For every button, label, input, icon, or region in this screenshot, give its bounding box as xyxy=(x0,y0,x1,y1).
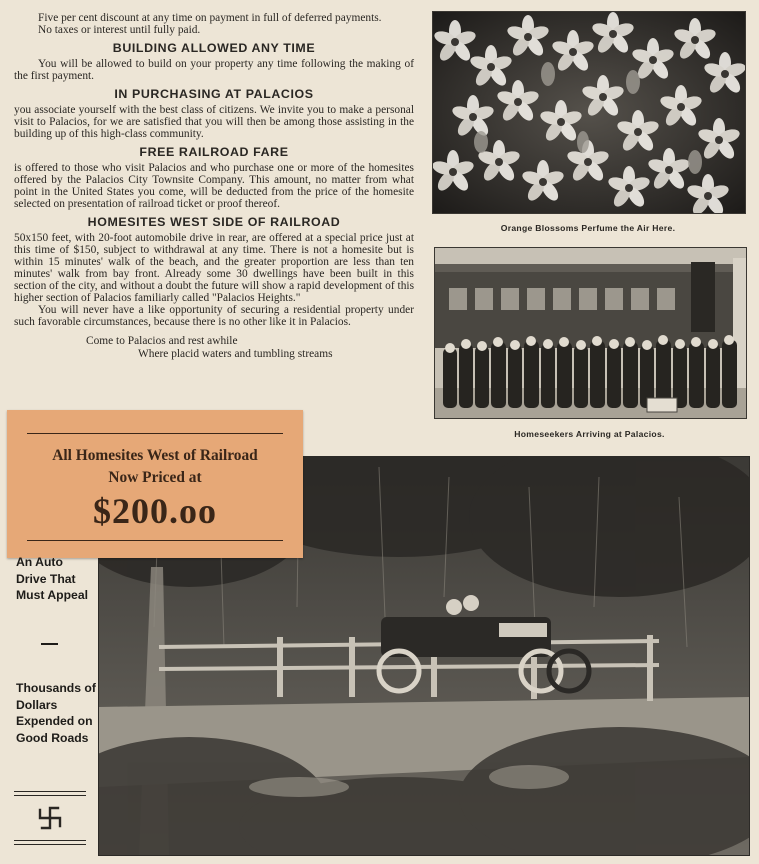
side-note-line: An Auto xyxy=(16,555,63,569)
sticker-headline: All Homesites West of Railroad xyxy=(52,447,258,464)
sticker-subline: Now Priced at xyxy=(108,469,202,486)
price-sticker xyxy=(7,410,303,558)
building-allowed-text: You will be allowed to build on your property any time following the making of the first payment. xyxy=(14,58,414,82)
orange-blossoms-caption: Orange Blossoms Perfume the Air Here. xyxy=(500,223,676,233)
no-taxes-text: No taxes or interest until fully paid. xyxy=(38,24,201,36)
side-note-line: Thousands of xyxy=(16,681,96,695)
side-note-line: Good Roads xyxy=(16,730,89,745)
side-dash-divider xyxy=(41,643,58,645)
sticker-bottom-rule xyxy=(27,540,283,541)
purchasing-text: you associate yourself with the best class of citizens. We invite you to make a personal visit to Palacios, for we are satisfied that you will then be among those assisting in the building up of this high-class community. xyxy=(14,104,414,140)
orange-blossoms-photo xyxy=(432,11,746,214)
poem-line: Where placid waters and tumbling streams xyxy=(138,348,333,360)
text-column xyxy=(14,12,414,361)
bottom-rule-3 xyxy=(14,840,86,841)
railroad-fare-text: is offered to those who visit Palacios and who purchase one or more of the homesites offered by the Palacios City Townsite Company. This amount, no matter from what point in the United States you come, will be deducted from the price of the homesite selected on presentation of railroad ticket or proof thereof. xyxy=(14,162,414,210)
side-note-line: Expended on xyxy=(16,714,93,728)
blossoms-illustration xyxy=(433,12,745,213)
heading-homesites-west: HOMESITES WEST SIDE OF RAILROAD xyxy=(87,215,341,229)
sticker-top-rule xyxy=(27,433,283,434)
side-note-line: Drive That xyxy=(16,571,76,586)
heading-railroad-fare: FREE RAILROAD FARE xyxy=(139,145,289,159)
discount-text: Five per cent discount at any time on payment in full of deferred payments. xyxy=(38,12,382,24)
bottom-rule-1 xyxy=(14,791,86,792)
side-note-good-roads xyxy=(16,680,96,746)
poem-line: Come to Palacios and rest awhile xyxy=(86,335,238,347)
bottom-rule-4 xyxy=(14,844,86,845)
side-note-line: Must Appeal xyxy=(16,588,88,602)
heading-building-allowed: BUILDING ALLOWED ANY TIME xyxy=(112,41,316,55)
train-illustration xyxy=(435,248,746,418)
side-note-auto-drive xyxy=(16,554,88,604)
heading-purchasing: IN PURCHASING AT PALACIOS xyxy=(114,87,314,101)
opportunity-text: You will never have a like opportunity of securing a residential property under such favorable circumstances, because there is no other like it in Palacios. xyxy=(14,304,414,328)
sticker-price: $200.oo xyxy=(93,491,217,531)
printer-emblem-icon xyxy=(35,803,65,833)
bottom-rule-2 xyxy=(14,795,86,796)
homeseekers-photo xyxy=(434,247,747,419)
poem xyxy=(14,335,414,361)
homeseekers-caption: Homeseekers Arriving at Palacios. xyxy=(514,429,665,439)
homesites-west-text: 50x150 feet, with 20-foot automobile drive in rear, are offered at a special price just at this time of $150, subject to withdrawal at any time. There is not a homesite but is within 15 minutes' walk of the beach, and the greater proportion are less than ten minutes' walk from bay front. Already some 30 dwellings have been built in this section of the city, and without a doubt the future will show a rapid development of this higher section of Palacios familiarly called "Palacios Heights." xyxy=(14,232,414,304)
side-note-line: Dollars xyxy=(16,697,58,712)
